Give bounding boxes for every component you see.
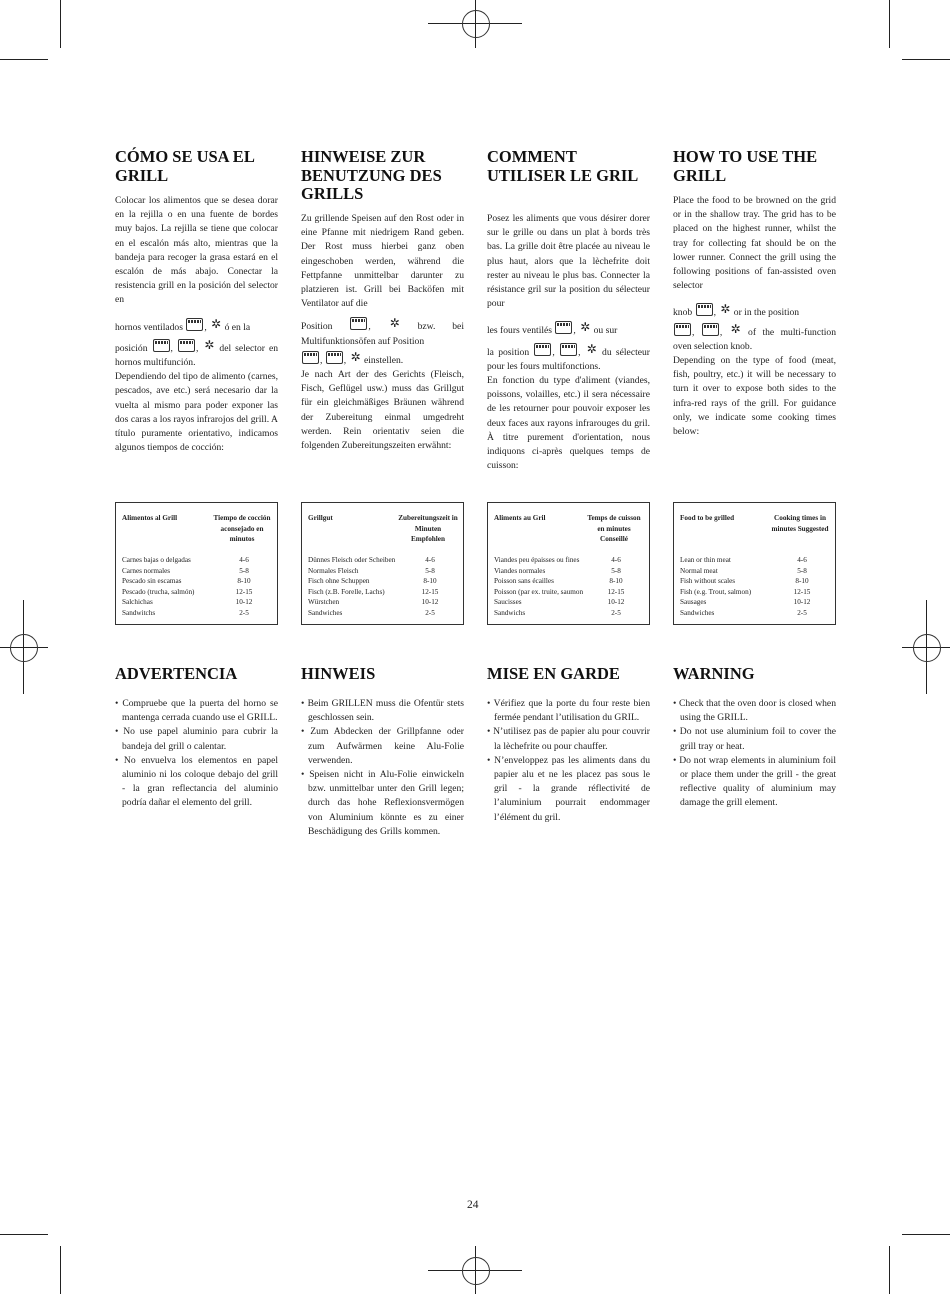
intro-pre-text: Colocar los alimentos que se desea dorar en la rejilla o en una fuente de bordes muy bajos. La rejilla se tiene que colocar en el escalón más alto, mientras que la bandeja para recoger la grasa estará en el escalón de más abajo. Conectar la resistencia grill en la posición del selector en [115,195,278,306]
row-time: 5-8 [239,566,249,575]
table-row [494,576,645,587]
table-header-food: Aliments au Gril [494,514,546,522]
cooking-times-table-en [673,502,836,625]
row-time: 12-15 [607,587,625,596]
crop-mark [902,59,950,60]
row-food: Carnes bajas o delgadas [122,556,191,564]
table-row [494,608,645,619]
intro-pre-text: Posez les aliments que vous désirer dorer sur le grille ou dans un plat à bords très bas. La grille doit être placée au niveau le plus haut, alors que la lèchefrite doit rester au niveau le plus bas. Connecter la résistance gril sur la position du sélecteur pour [487,213,650,310]
intro-pre-text: Zu grillende Speisen auf den Rost oder in eine Pfanne mit niedrigem Rand geben. Der Rost muss hierbei ganz oben eingeschoben werden, während die Fettpfanne unmittelbar darunter zu platzieren ist. Grill bei Backöfen mit Ventilator auf die [301,213,464,310]
icon-text: les fours ventilés [487,325,553,337]
warning-list-de [301,697,464,839]
table-row [308,597,459,608]
cooking-times-table-es [115,502,278,625]
intro-post-text: Depending on the type of food (meat, fish, poultry, etc.) it will be necessary to turn it over to expose both sides to the infra-red rays of the grill. For guidance only, we indicate some cooking times below: [673,355,836,438]
fan-icon [389,319,400,330]
row-food: Sandwiches [308,608,343,617]
table-row [308,576,459,587]
table-header-time: Cooking times in minutes Suggested [771,514,829,533]
row-food: Sausages [680,598,707,607]
list-item: • Vérifiez que la porte du four reste bien fermée pendant l’utilisation du GRIL. [487,698,650,724]
row-time: 5-8 [425,566,435,575]
row-food: Viandes peu épaisses ou fines [494,556,580,564]
row-food: Salchichas [122,598,153,607]
intro-text-es [115,194,278,455]
top-heat-icon [350,317,367,330]
table-row [122,587,273,598]
fan-icon [203,341,214,352]
row-food: Fish (e.g. Trout, salmon) [680,587,752,596]
crop-mark [0,59,48,60]
section-title-es: CÓMO SE USA EL GRILL [115,147,254,185]
registration-mark [913,634,941,662]
warning-list-en [673,697,836,811]
warning-list-es [115,697,278,811]
icon-text: of the multi-function oven selection knob. [673,326,837,352]
section-title-de: HINWEISE ZUR BENUTZUNG DES GRILLS [301,147,442,203]
fan-icon [719,305,730,316]
fan-icon [350,353,361,364]
top-heat-icon [674,323,691,336]
table-row [494,555,645,566]
row-food: Lean or thin meat [680,556,731,564]
icon-text: einstellen. [364,354,404,366]
table-row [680,608,831,619]
intro-text-de [301,212,464,453]
row-food: Normal meat [680,566,718,575]
row-time: 4-6 [425,556,435,564]
table-row [122,597,273,608]
list-item: • Check that the oven door is closed when using the GRILL. [673,698,836,724]
crop-mark [0,1234,48,1235]
icon-text: hornos ventilados [115,321,183,333]
icon-line: la position , , ✲ du sélecteur pour les fours multifonctions. [487,343,650,374]
crop-mark [60,0,61,48]
icon-text: la position [487,346,530,358]
icon-line: , , ✲ einstellen. [301,351,464,368]
table-row [494,587,645,598]
list-item: • N’utilisez pas de papier alu pour couvrir la lèchefrite ou pour chauffer. [487,726,650,752]
list-item: • Do not use aluminium foil to cover the grill tray or heat. [673,726,836,752]
row-food: Fisch (z.B. Forelle, Lachs) [308,587,385,596]
crop-mark [889,0,890,48]
intro-post-text: En fonction du type d'aliment (viandes, poissons, volailles, etc.) il sera nécessaire de les retourner pour pouvoir exposer les deux faces aux rayons infrarouges du gril. À titre purement d'orientation, nous indiquons ci-après quelques temps de cuisson: [487,375,650,472]
table-row [308,555,459,566]
row-time: 8-10 [609,577,623,586]
cooking-times-table-fr [487,502,650,625]
warning-title-fr: MISE EN GARDE [487,664,620,683]
table-row [680,597,831,608]
intro-post-text: Dependiendo del tipo de alimento (carnes, pescados, ave etc.) será necesario dar la vuelta al mismo para poder exponer las dos caras a los rayos infrarojos del grill. A título puramente orientativo, indicamos algunos tiempos de cocción: [115,371,278,454]
icon-text: bzw. bei Multifunktionsöfen auf Position [301,321,464,347]
registration-mark [462,10,490,38]
fan-icon [579,323,590,334]
registration-mark [10,634,38,662]
warning-title-de: HINWEIS [301,664,376,683]
icon-line: hornos ventilados , ✲ ó en la [115,318,278,335]
list-item: • Compruebe que la puerta del horno se mantenga cerrada cuando use el GRILL. [115,698,278,724]
table-row [494,597,645,608]
icon-line: Position , ✲ bzw. bei Multifunktionsöfen auf Position [301,317,464,348]
icon-line: posición , , ✲ del selector en hornos multifunción. [115,339,278,370]
table-row [122,566,273,577]
row-time: 2-5 [239,608,249,617]
top-heat-icon [555,321,572,334]
table-row [680,555,831,566]
cooking-times-table-de [301,502,464,625]
row-food: Poisson (par ex. truite, saumon [494,587,584,596]
row-time: 10-12 [235,598,253,607]
top-heat-icon [186,318,203,331]
row-food: Pescado (trucha, salmón) [122,587,195,596]
icon-text: knob [673,307,693,319]
fan-icon [586,345,597,356]
row-time: 10-12 [607,598,625,607]
list-item: • Speisen nicht in Alu-Folie einwickeln bzw. unmittelbar unter den Grill legen; durch das hohe Reflexionsvermögen von Aluminium könnte es zu einer Beschädigung des Grills kommen. [301,769,464,837]
icon-text: Position [301,321,333,333]
row-time: 12-15 [235,587,253,596]
icon-text: du sélecteur pour les fours multifonctions. [487,346,650,372]
row-food: Fish without scales [680,577,736,586]
table-header-time: Temps de cuisson en minutes Conseillé [587,514,641,544]
top-heat-icon [702,323,719,336]
list-item: • N’enveloppez pas les aliments dans du papier alu et ne les placez pas sous le gril - la grande réflectivité de l’aluminium pourrait endommager l’élément du gril. [487,754,650,823]
table-row [680,566,831,577]
table-row [680,587,831,598]
crop-mark [889,1246,890,1294]
icon-line: les fours ventilés , ✲ ou sur [487,321,650,338]
table-rows [308,555,459,619]
table-row [494,566,645,577]
row-time: 10-12 [421,598,439,607]
row-time: 4-6 [239,556,249,564]
list-item: • Zum Abdecken der Grillpfanne oder zum Aufwärmen keine Alu-Folie verwenden. [301,726,464,766]
warning-title-en: WARNING [673,664,755,683]
row-food: Viandes normales [494,566,546,575]
icon-line: , , ✲ of the multi-function oven selection knob. [673,323,836,354]
top-heat-icon [560,343,577,356]
top-heat-icon [302,351,319,364]
table-header-food: Grillgut [308,514,333,522]
row-time: 8-10 [237,577,251,586]
row-food: Saucisses [494,598,522,607]
row-food: Pescado sin escamas [122,577,182,586]
table-header-food: Food to be grilled [680,514,735,522]
icon-text: ou sur [593,325,618,337]
icon-text: posición [115,342,148,354]
row-food: Dünnes Fleisch oder Scheiben [308,556,396,564]
row-time: 5-8 [797,566,807,575]
icon-text: or in the position [733,307,800,319]
fan-icon [210,320,221,331]
list-item: • Do not wrap elements in aluminium foil or place them under the grill - the great reflective quality of aluminium may damage the grill element. [673,754,836,809]
registration-mark [462,1257,490,1285]
warning-list-fr [487,697,650,825]
list-item: • No use papel aluminio para cubrir la bandeja del grill o calentar. [115,726,278,752]
warning-title-es: ADVERTENCIA [115,664,238,683]
table-rows [122,555,273,619]
table-rows [494,555,645,619]
icon-line: knob , ✲ or in the position [673,303,836,320]
top-heat-icon [153,339,170,352]
row-food: Würstchen [308,598,340,607]
intro-post-text: Je nach Art der des Gerichts (Fleisch, Fisch, Geflügel usw.) muss das Grillgut für ein gleichmäßiges Bräunen während der Zubereitung einmal umgedreht werden. Rein orientativ seien die folgenden Zubereitungszeiten erwähnt: [301,369,464,452]
fan-icon [730,325,741,336]
top-heat-icon [178,339,195,352]
icon-text: del selector en hornos multifunción. [115,342,279,369]
top-heat-icon [534,343,551,356]
row-time: 8-10 [423,577,437,586]
row-food: Carnes normales [122,566,171,575]
row-food: Fisch ohne Schuppen [308,577,370,586]
list-item: • No envuelva los elementos en papel aluminio ni los coloque debajo del grill - la gran reflectancia del aluminio podría dañar el elemento del grill. [115,754,278,809]
table-row [308,587,459,598]
row-time: 8-10 [795,577,809,586]
table-row [308,566,459,577]
row-time: 10-12 [793,598,811,607]
crop-mark [902,1234,950,1235]
row-food: Normales Fleisch [308,566,359,575]
table-row [122,555,273,566]
table-row [122,608,273,619]
table-row [122,576,273,587]
crop-mark [60,1246,61,1294]
list-item: • Beim GRILLEN muss die Ofentür stets geschlossen sein. [301,698,464,724]
row-food: Sandwitchs [122,608,156,617]
row-time: 12-15 [793,587,811,596]
section-title-en: HOW TO USE THE GRILL [673,147,818,185]
intro-text-fr [487,212,650,473]
row-time: 12-15 [421,587,439,596]
row-time: 2-5 [797,608,807,617]
row-time: 4-6 [611,556,621,564]
intro-text-en [673,194,836,439]
intro-pre-text: Place the food to be browned on the grid or in the shallow tray. The grid has to be placed on the highest runner, whilst the tray for collecting fat should be on the lower runner. Connect the grill using the following positions of fan-assisted oven selector [673,195,836,292]
table-rows [680,555,831,619]
row-time: 2-5 [425,608,435,617]
page-number: 24 [467,1199,479,1211]
top-heat-icon [326,351,343,364]
row-time: 4-6 [797,556,807,564]
table-header-time: Zubereitungszeit in Minuten Empfohlen [398,514,458,544]
row-time: 5-8 [611,566,621,575]
row-time: 2-5 [611,608,621,617]
row-food: Sandwiches [680,608,715,617]
icon-text: ó en la [224,321,251,333]
table-row [680,576,831,587]
table-header-time: Tiempo de cocción aconsejado en minutos [213,514,271,544]
section-title-fr: COMMENT UTILISER LE GRIL [487,147,639,185]
top-heat-icon [696,303,713,316]
table-row [308,608,459,619]
row-food: Sandwichs [494,608,526,617]
row-food: Poisson sans écailles [494,577,554,586]
table-header-food: Alimentos al Grill [122,514,178,522]
